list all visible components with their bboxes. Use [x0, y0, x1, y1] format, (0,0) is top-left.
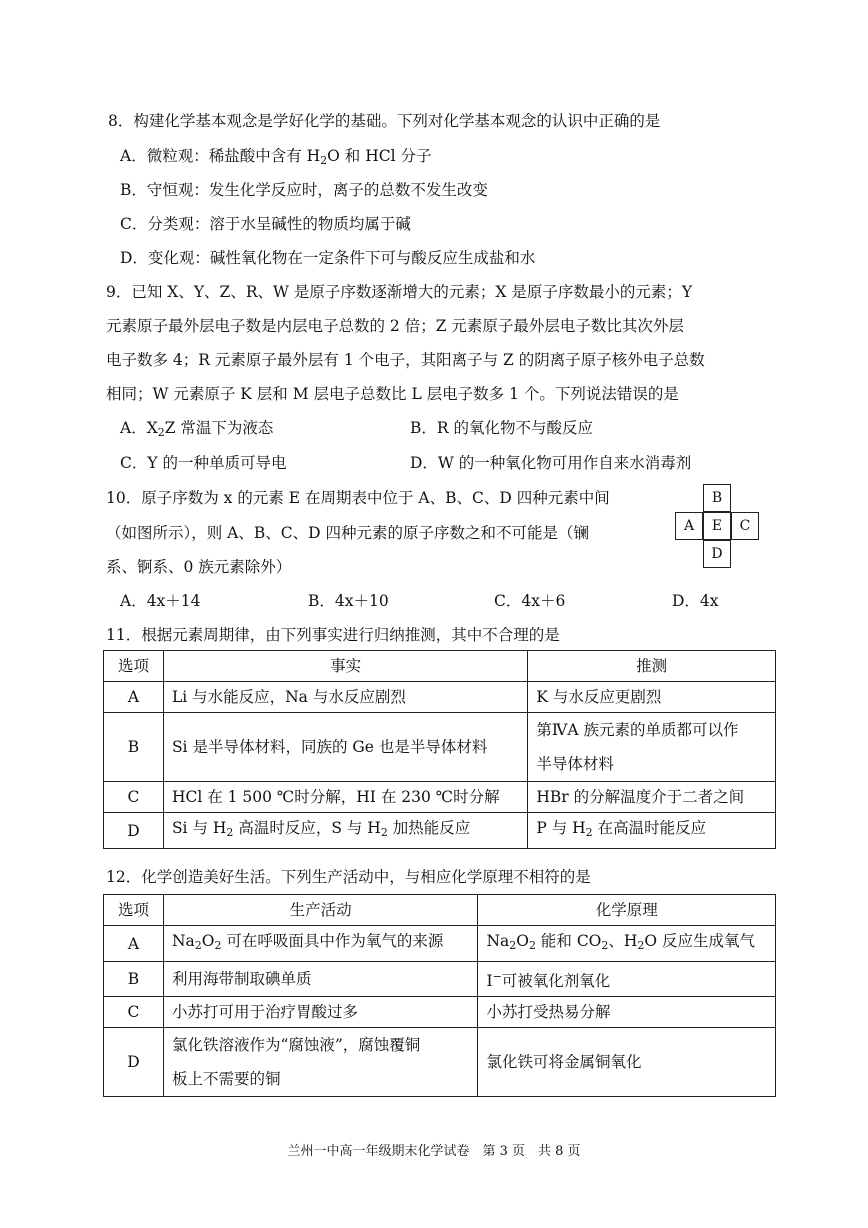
q10-line-1: 10．原子序数为 x 的元素 E 在周期表中位于 A、B、C、D 四种元素中间: [106, 489, 610, 507]
q10-option-a: A．4x＋14: [120, 592, 201, 610]
row-inference: 第ⅣA 族元素的单质都可以作 半导体材料: [528, 713, 776, 782]
row-fact: Si 是半导体材料，同族的 Ge 也是半导体材料: [163, 713, 527, 782]
table-row: [104, 713, 776, 782]
row-activity: 利用海带制取碘单质: [163, 962, 478, 997]
row-activity: 氯化铁溶液作为“腐蚀液”，腐蚀覆铜 板上不需要的铜: [163, 1028, 478, 1097]
row-principle: I−可被氧化剂氧化: [478, 962, 776, 997]
q9-option-d: D．W 的一种氧化物可用作自来水消毒剂: [410, 454, 692, 472]
diagram-cell-c: C: [731, 512, 759, 540]
q11-stem: 11．根据元素周期律，由下列事实进行归纳推测，其中不合理的是: [106, 626, 560, 644]
q9-line-1: 9．已知 X、Y、Z、R、W 是原子序数逐渐增大的元素；X 是原子序数最小的元素；Y: [106, 283, 693, 301]
table-row: [104, 997, 776, 1028]
q12-table: [103, 894, 776, 1097]
table-row: [104, 926, 776, 962]
q12-stem: 12．化学创造美好生活。下列生产活动中，与相应化学原理不相符的是: [106, 868, 591, 886]
diagram-cell-e: E: [703, 512, 731, 540]
row-fact: Si 与 $H_2$ 高温时反应，S 与 $H_2$ 加热能反应: [163, 813, 527, 849]
row-fact: HCl 在 1 500 ℃时分解，HI 在 230 ℃时分解: [163, 782, 527, 813]
row-option: A: [104, 926, 164, 962]
q8-option-c: C．分类观：溶于水呈碱性的物质均属于碱: [120, 215, 411, 233]
q9-line-3: 电子数多 4；R 元素原子最外层有 1 个电子，其阳离子与 Z 的阴离子原子核外电子总数: [106, 351, 705, 369]
q9-option-c: C．Y 的一种单质可导电: [120, 454, 287, 472]
table-row: [104, 782, 776, 813]
table-row: [104, 962, 776, 997]
row-inference: HBr 的分解温度介于二者之间: [528, 782, 776, 813]
row-fact: Li 与水能反应，Na 与水反应剧烈: [163, 682, 527, 713]
row-inference: P 与 $H_2$ 在高温时能反应: [528, 813, 776, 849]
row-principle: 氯化铁可将金属铜氧化: [478, 1028, 776, 1097]
q9-option-b: B．R 的氧化物不与酸反应: [410, 419, 593, 437]
row-option: A: [104, 682, 164, 713]
row-activity: $Na_2O_2$ 可在呼吸面具中作为氧气的来源: [163, 926, 478, 962]
row-activity: 小苏打可用于治疗胃酸过多: [163, 997, 478, 1028]
q9-option-a: A．$X_2Z$ 常温下为液态: [120, 419, 274, 439]
q10-option-b: B．4x＋10: [308, 592, 389, 610]
header-option: 选项: [104, 651, 164, 682]
q10-option-c: C．4x＋6: [494, 592, 566, 610]
header-fact: 事实: [163, 651, 527, 682]
row-option: B: [104, 713, 164, 782]
diagram-cell-a: A: [675, 512, 703, 540]
q9-line-2: 元素原子最外层电子数是内层电子总数的 2 倍；Z 元素原子最外层电子数比其次外层: [106, 317, 684, 335]
header-principle: 化学原理: [478, 895, 776, 926]
row-option: D: [104, 813, 164, 849]
q10-line-3: 系、锕系、0 族元素除外）: [106, 558, 292, 576]
row-option: D: [104, 1028, 164, 1097]
row-option: C: [104, 997, 164, 1028]
table-row: [104, 682, 776, 713]
periodic-position-diagram: [672, 480, 762, 576]
row-principle: 小苏打受热易分解: [478, 997, 776, 1028]
row-inference: K 与水反应更剧烈: [528, 682, 776, 713]
page-footer: 兰州一中高一年级期末化学试卷 第 3 页 共 8 页: [287, 1144, 581, 1159]
table-header-row: [104, 651, 776, 682]
q9-line-4: 相同；W 元素原子 K 层和 M 层电子总数比 L 层电子数多 1 个。下列说法错误的是: [106, 385, 679, 403]
q8-option-d: D．变化观：碱性氧化物在一定条件下可与酸反应生成盐和水: [120, 249, 536, 267]
q8-stem: 8．构建化学基本观念是学好化学的基础。下列对化学基本观念的认识中正确的是: [108, 112, 661, 130]
table-row: [104, 813, 776, 849]
diagram-cell-b: B: [703, 484, 731, 512]
header-option: 选项: [104, 895, 164, 926]
q8-option-b: B．守恒观：发生化学反应时，离子的总数不发生改变: [120, 181, 488, 199]
q8-option-a: A．微粒观：稀盐酸中含有 $H_2O$ 和 HCl 分子: [120, 147, 432, 167]
diagram-cell-d: D: [703, 540, 731, 568]
table-row: [104, 1028, 776, 1097]
row-option: C: [104, 782, 164, 813]
table-header-row: [104, 895, 776, 926]
header-activity: 生产活动: [163, 895, 478, 926]
row-option: B: [104, 962, 164, 997]
q10-line-2: （如图所示），则 A、B、C、D 四种元素的原子序数之和不可能是（镧: [106, 524, 589, 542]
q11-table: [103, 650, 776, 849]
header-inference: 推测: [528, 651, 776, 682]
q10-option-d: D．4x: [672, 592, 719, 610]
row-principle: $Na_2O_2$ 能和 $CO_2$、$H_2O$ 反应生成氧气: [478, 926, 776, 962]
